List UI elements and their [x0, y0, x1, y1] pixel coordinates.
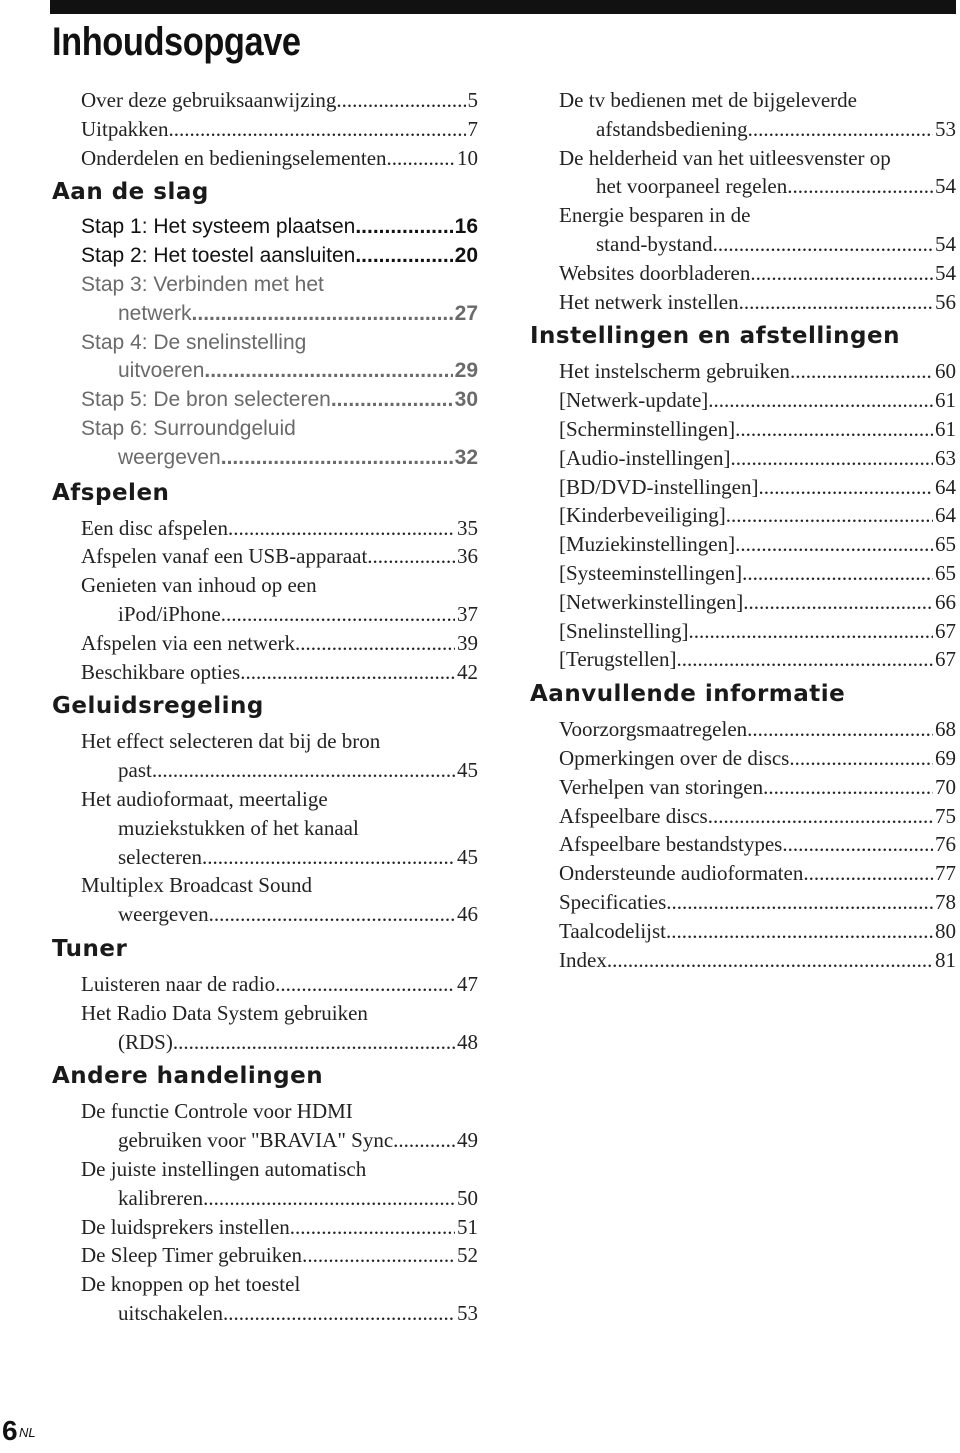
toc-entry[interactable]	[559, 946, 956, 975]
toc-entry-line	[81, 1270, 478, 1299]
toc-entry-title: Voorzorgsmaatregelen	[559, 717, 748, 742]
dot-leader	[726, 501, 933, 530]
toc-entry-final-line	[81, 144, 478, 173]
toc-entry-title: Uitpakken	[81, 116, 169, 141]
toc-entry-title: De helderheid van het uitleesvenster op	[559, 145, 891, 170]
toc-entry-title: Beschikbare opties	[81, 659, 241, 684]
toc-entry-final-line	[81, 1213, 478, 1242]
toc-entry-line	[559, 144, 956, 173]
toc-entry-title: weergeven	[118, 902, 209, 927]
toc-entry-final-line	[559, 715, 956, 744]
toc-entry-line	[81, 1155, 478, 1184]
toc-page-number: 81	[935, 947, 956, 972]
toc-entry-title: [Kinderbeveiliging]	[559, 503, 726, 528]
toc-entry[interactable]	[81, 213, 478, 242]
toc-entry-title: [Terugstellen]	[559, 647, 677, 672]
toc-entry[interactable]	[81, 542, 478, 571]
toc-entry-title: het voorpaneel regelen	[596, 174, 788, 199]
toc-intro-group	[528, 86, 960, 316]
section-heading: Tuner	[52, 935, 128, 962]
toc-entry-title: Het instelscherm gebruiken	[559, 359, 790, 384]
toc-page-number: 54	[935, 174, 956, 199]
toc-entry[interactable]	[559, 715, 956, 744]
dot-leader	[387, 144, 455, 173]
toc-entry[interactable]	[81, 1213, 478, 1242]
toc-entry-final-line	[559, 917, 956, 946]
section-entries	[0, 727, 480, 929]
toc-entry-final-line	[81, 756, 478, 785]
toc-page-number: 51	[457, 1214, 478, 1239]
toc-entry-final-line	[81, 444, 478, 473]
toc-page-number: 45	[457, 844, 478, 869]
toc-entry[interactable]	[559, 201, 956, 259]
toc-entry-final-line	[559, 172, 956, 201]
toc-page-number: 39	[457, 630, 478, 655]
toc-entry-final-line	[81, 386, 478, 415]
dot-leader	[713, 230, 933, 259]
dot-leader	[676, 645, 933, 674]
toc-entry-title: uitvoeren	[118, 359, 205, 383]
toc-page-number: 80	[935, 918, 956, 943]
toc-entry[interactable]	[559, 559, 956, 588]
toc-entry[interactable]	[559, 888, 956, 917]
toc-entry[interactable]	[559, 415, 956, 444]
toc-entry-title: Stap 1: Het systeem plaatsen	[81, 215, 356, 239]
toc-page-number: 30	[454, 388, 478, 412]
toc-entry-final-line	[559, 773, 956, 802]
dot-leader	[708, 386, 933, 415]
toc-entry-final-line	[81, 1241, 478, 1270]
dot-leader	[742, 559, 933, 588]
toc-entry-title: Afspeelbare discs	[559, 803, 708, 828]
toc-entry-title: Index	[559, 947, 607, 972]
toc-entry-final-line	[559, 830, 956, 859]
toc-entry-title: Opmerkingen over de discs	[559, 745, 790, 770]
toc-entry-title: [Netwerkinstellingen]	[559, 589, 744, 614]
toc-entry-final-line	[81, 1028, 478, 1057]
toc-entry-final-line	[559, 588, 956, 617]
toc-entry[interactable]	[81, 1270, 478, 1328]
dot-leader	[192, 300, 453, 329]
toc-page-number: 61	[935, 416, 956, 441]
toc-entry[interactable]	[81, 571, 478, 629]
toc-entry-final-line	[81, 658, 478, 687]
toc-entry[interactable]	[81, 629, 478, 658]
section-entries	[0, 970, 480, 1056]
dot-leader	[173, 1028, 455, 1057]
toc-entry-title: Verhelpen van storingen	[559, 774, 764, 799]
dot-leader	[763, 773, 933, 802]
toc-entry-final-line	[559, 288, 956, 317]
dot-leader	[666, 888, 933, 917]
toc-left-column	[0, 86, 480, 1330]
toc-entry-title: gebruiken voor "BRAVIA" Sync	[118, 1128, 394, 1153]
toc-page-number: 35	[457, 515, 478, 540]
toc-entry-title: [Netwerk-update]	[559, 388, 709, 413]
toc-entry[interactable]	[559, 288, 956, 317]
toc-entry-title: Energie besparen in de	[559, 203, 751, 228]
toc-page-number: 60	[935, 359, 956, 384]
toc-page-number: 70	[935, 774, 956, 799]
toc-entry-final-line	[559, 645, 956, 674]
toc-page-number: 50	[457, 1185, 478, 1210]
toc-entry-title: iPod/iPhone	[118, 601, 221, 626]
toc-entry-final-line	[81, 1184, 478, 1213]
toc-entry-title: Specificaties	[559, 889, 667, 914]
toc-entry[interactable]	[559, 773, 956, 802]
toc-entry[interactable]	[559, 386, 956, 415]
toc-entry[interactable]	[559, 357, 956, 386]
toc-entry[interactable]	[81, 329, 478, 387]
toc-page-number: 32	[454, 445, 478, 469]
dot-leader	[204, 357, 452, 386]
dot-leader	[228, 514, 455, 543]
top-rule	[50, 0, 956, 14]
toc-entry-title: weergeven	[118, 445, 221, 469]
toc-page-number: 61	[935, 388, 956, 413]
dot-leader	[782, 830, 933, 859]
dot-leader	[275, 970, 455, 999]
dot-leader	[393, 1126, 455, 1155]
dot-leader	[689, 617, 934, 646]
toc-page-number: 67	[935, 647, 956, 672]
toc-entry-final-line	[559, 259, 956, 288]
toc-page-number: 52	[457, 1243, 478, 1268]
toc-entry-title: stand-bystand	[596, 231, 713, 256]
section-entries	[528, 357, 960, 674]
toc-entry-title: Afspelen vanaf een USB-apparaat	[81, 544, 368, 569]
toc-entry[interactable]	[81, 1097, 478, 1155]
toc-entry-final-line	[559, 230, 956, 259]
section-heading: Instellingen en afstellingen	[530, 323, 900, 350]
toc-entry[interactable]	[81, 242, 478, 271]
dot-leader	[735, 530, 933, 559]
toc-entry-title: Websites doorbladeren	[559, 260, 751, 285]
toc-entry-title: [Audio-instellingen]	[559, 445, 731, 470]
toc-entry-final-line	[81, 213, 478, 242]
toc-entry-line	[81, 727, 478, 756]
toc-page-number: 75	[935, 803, 956, 828]
toc-entry[interactable]	[81, 271, 478, 329]
toc-entry-final-line	[81, 115, 478, 144]
toc-page-number: 36	[457, 544, 478, 569]
dot-leader	[290, 1213, 455, 1242]
section-heading: Aan de slag	[52, 179, 209, 206]
dot-leader	[367, 542, 455, 571]
toc-entry-title: afstandsbediening	[596, 116, 748, 141]
toc-entry-final-line	[81, 600, 478, 629]
dot-leader	[666, 917, 933, 946]
toc-entry-final-line	[81, 970, 478, 999]
toc-page-number: 27	[454, 301, 478, 325]
toc-entry-final-line	[559, 617, 956, 646]
dot-leader	[295, 629, 455, 658]
toc-entry-title: Stap 4: De snelinstelling	[81, 330, 307, 354]
toc-entry[interactable]	[81, 785, 478, 871]
dot-leader	[743, 588, 933, 617]
toc-entry-final-line	[81, 514, 478, 543]
section-entries	[528, 715, 960, 974]
page-language-code: NL	[19, 1425, 36, 1440]
toc-entry[interactable]	[81, 999, 478, 1057]
toc-entry-title: Stap 2: Het toestel aansluiten	[81, 244, 356, 268]
toc-entry-final-line	[559, 357, 956, 386]
toc-page-number: 53	[457, 1300, 478, 1325]
toc-entry-title: Het netwerk instellen	[559, 289, 739, 314]
toc-entry-final-line	[559, 859, 956, 888]
toc-entry-title: netwerk	[118, 301, 192, 325]
dot-leader	[168, 115, 465, 144]
page-title: Inhoudsopgave	[52, 20, 301, 64]
toc-page-number: 46	[457, 902, 478, 927]
dot-leader	[223, 1299, 455, 1328]
toc-entry-title: uitschakelen	[118, 1300, 223, 1325]
toc-entry[interactable]	[559, 86, 956, 144]
toc-entry[interactable]	[81, 970, 478, 999]
toc-entry[interactable]	[559, 259, 956, 288]
toc-page-number: 64	[935, 474, 956, 499]
toc-page-number: 54	[935, 231, 956, 256]
toc-page-number: 16	[454, 215, 478, 239]
toc-entry[interactable]	[559, 917, 956, 946]
section-heading: Aanvullende informatie	[530, 681, 846, 708]
toc-entry-line	[559, 201, 956, 230]
toc-entry-line	[81, 271, 478, 300]
toc-entry-line	[81, 785, 478, 814]
toc-entry-final-line	[81, 843, 478, 872]
section-heading: Geluidsregeling	[52, 693, 264, 720]
dot-leader	[787, 172, 933, 201]
dot-leader	[748, 115, 933, 144]
toc-entry[interactable]	[81, 1155, 478, 1213]
toc-entry[interactable]	[559, 645, 956, 674]
toc-entry-title: selecteren	[118, 844, 202, 869]
toc-entry[interactable]	[559, 617, 956, 646]
toc-entry-title: Taalcodelijst	[559, 918, 666, 943]
toc-page-number: 42	[457, 659, 478, 684]
toc-entry[interactable]	[559, 802, 956, 831]
toc-page-number: 49	[457, 1128, 478, 1153]
toc-entry-line	[81, 571, 478, 600]
dot-leader	[355, 213, 452, 242]
toc-entry-title: past	[118, 758, 152, 783]
toc-entry-line	[559, 86, 956, 115]
toc-entry[interactable]	[559, 473, 956, 502]
toc-entry-final-line	[81, 242, 478, 271]
toc-entry[interactable]	[81, 514, 478, 543]
section-heading: Afspelen	[52, 479, 170, 506]
section-entries	[0, 514, 480, 687]
dot-leader	[758, 473, 933, 502]
toc-entry[interactable]	[559, 744, 956, 773]
toc-entry-title: De juiste instellingen automatisch	[81, 1156, 367, 1181]
toc-entry[interactable]	[81, 727, 478, 785]
dot-leader	[152, 756, 455, 785]
toc-page-number: 69	[935, 745, 956, 770]
toc-right-column	[528, 86, 960, 976]
toc-page-number: 76	[935, 832, 956, 857]
toc-entry-title: kalibreren	[118, 1185, 204, 1210]
toc-entry-title: Onderdelen en bedieningselementen	[81, 145, 387, 170]
toc-entry-line	[81, 329, 478, 358]
toc-entry[interactable]	[559, 830, 956, 859]
toc-page-number: 20	[454, 244, 478, 268]
toc-intro-group	[0, 86, 480, 172]
dot-leader	[790, 357, 933, 386]
toc-entry-line	[81, 814, 478, 843]
toc-entry-title: Genieten van inhoud op een	[81, 573, 317, 598]
dot-leader	[750, 259, 933, 288]
dot-leader	[730, 444, 933, 473]
toc-entry[interactable]	[559, 444, 956, 473]
toc-entry-final-line	[559, 559, 956, 588]
toc-entry-title: Het effect selecteren dat bij de bron	[81, 729, 381, 754]
toc-entry-final-line	[559, 473, 956, 502]
dot-leader	[803, 859, 933, 888]
toc-page-number: 77	[935, 861, 956, 886]
toc-entry-title: [Muziekinstellingen]	[559, 532, 736, 557]
toc-entry-title: Het Radio Data System gebruiken	[81, 1000, 368, 1025]
toc-entry-line	[81, 415, 478, 444]
toc-entry-final-line	[559, 115, 956, 144]
dot-leader	[221, 444, 453, 473]
dot-leader	[302, 1241, 455, 1270]
toc-entry[interactable]	[81, 1241, 478, 1270]
dot-leader	[336, 86, 465, 115]
toc-entry-final-line	[559, 501, 956, 530]
toc-entry-title: [Snelinstelling]	[559, 618, 689, 643]
toc-page-number: 45	[457, 758, 478, 783]
toc-entry-title: Luisteren naar de radio	[81, 971, 276, 996]
toc-entry-final-line	[559, 530, 956, 559]
toc-entry-final-line	[81, 629, 478, 658]
toc-entry-title: [BD/DVD-instellingen]	[559, 474, 759, 499]
toc-entry-title: [Scherminstellingen]	[559, 416, 736, 441]
toc-entry-title: De knoppen op het toestel	[81, 1272, 301, 1297]
toc-page-number: 64	[935, 503, 956, 528]
toc-entry-final-line	[559, 744, 956, 773]
dot-leader	[789, 744, 933, 773]
dot-leader	[607, 946, 933, 975]
toc-entry-title: muziekstukken of het kanaal	[118, 815, 359, 840]
toc-entry-title: (RDS)	[118, 1029, 173, 1054]
toc-page-number: 10	[457, 145, 478, 170]
section-entries	[0, 213, 480, 472]
toc-entry-title: De functie Controle voor HDMI	[81, 1099, 353, 1124]
toc-entry[interactable]	[81, 871, 478, 929]
toc-entry-title: Multiplex Broadcast Sound	[81, 873, 312, 898]
toc-entry[interactable]	[81, 658, 478, 687]
toc-entry-line	[81, 999, 478, 1028]
dot-leader	[331, 386, 453, 415]
toc-page-number: 53	[935, 116, 956, 141]
toc-entry-final-line	[559, 415, 956, 444]
dot-leader	[221, 600, 455, 629]
toc-entry-title: De tv bedienen met de bijgeleverde	[559, 88, 857, 112]
toc-entry-line	[81, 1097, 478, 1126]
toc-page-number: 63	[935, 445, 956, 470]
dot-leader	[203, 1184, 455, 1213]
toc-entry[interactable]	[559, 588, 956, 617]
toc-entry-final-line	[559, 802, 956, 831]
toc-entry-title: Stap 5: De bron selecteren	[81, 388, 331, 412]
section-entries	[0, 1097, 480, 1327]
toc-page-number: 68	[935, 717, 956, 742]
toc-page-number: 37	[457, 601, 478, 626]
toc-entry-title: [Systeeminstellingen]	[559, 560, 743, 585]
toc-entry[interactable]	[81, 144, 478, 173]
toc-entry-title: De Sleep Timer gebruiken	[81, 1243, 303, 1268]
toc-entry-title: Het audioformaat, meertalige	[81, 786, 328, 811]
dot-leader	[735, 415, 933, 444]
toc-entry[interactable]	[559, 530, 956, 559]
toc-entry-final-line	[81, 542, 478, 571]
toc-entry-final-line	[81, 1126, 478, 1155]
section-heading: Andere handelingen	[52, 1063, 324, 1090]
toc-page-number: 67	[935, 618, 956, 643]
toc-entry[interactable]	[81, 115, 478, 144]
toc-entry-final-line	[81, 900, 478, 929]
toc-page-number: 66	[935, 589, 956, 614]
toc-entry-title: Afspelen via een netwerk	[81, 630, 295, 655]
toc-entry-final-line	[81, 1299, 478, 1328]
toc-entry-line	[81, 871, 478, 900]
toc-entry-final-line	[81, 300, 478, 329]
toc-entry-final-line	[559, 888, 956, 917]
toc-entry-title: De luidsprekers instellen	[81, 1214, 290, 1239]
toc-entry-final-line	[81, 86, 478, 115]
toc-page-number: 29	[454, 359, 478, 383]
toc-entry-title: Stap 3: Verbinden met het	[81, 272, 324, 296]
toc-entry-final-line	[559, 444, 956, 473]
toc-entry-title: Een disc afspelen	[81, 515, 228, 540]
toc-entry-final-line	[559, 946, 956, 975]
toc-page-number: 56	[935, 289, 956, 314]
toc-entry-final-line	[81, 357, 478, 386]
dot-leader	[240, 658, 455, 687]
toc-entry[interactable]	[81, 86, 478, 115]
toc-entry-title: Afspeelbare bestandstypes	[559, 832, 783, 857]
toc-page-number: 65	[935, 560, 956, 585]
toc-entry-title: Over deze gebruiksaanwijzing	[81, 88, 337, 112]
toc-entry-title: Ondersteunde audioformaten	[559, 861, 804, 886]
toc-entry[interactable]	[559, 859, 956, 888]
dot-leader	[355, 242, 452, 271]
toc-page-number: 7	[467, 116, 478, 141]
dot-leader	[739, 288, 933, 317]
toc-entry[interactable]	[81, 415, 478, 473]
toc-entry-title: Stap 6: Surroundgeluid	[81, 416, 296, 440]
dot-leader	[209, 900, 455, 929]
toc-entry-final-line	[559, 386, 956, 415]
toc-page-number: 65	[935, 532, 956, 557]
toc-entry[interactable]	[559, 144, 956, 202]
dot-leader	[747, 715, 933, 744]
toc-page-number: 78	[935, 889, 956, 914]
page-number: 6	[2, 1415, 18, 1446]
toc-entry[interactable]	[81, 386, 478, 415]
toc-page-number: 48	[457, 1029, 478, 1054]
toc-page-number: 54	[935, 260, 956, 285]
dot-leader	[202, 843, 455, 872]
toc-page-number: 47	[457, 971, 478, 996]
toc-entry[interactable]	[559, 501, 956, 530]
toc-page-number: 5	[467, 88, 478, 112]
dot-leader	[708, 802, 933, 831]
